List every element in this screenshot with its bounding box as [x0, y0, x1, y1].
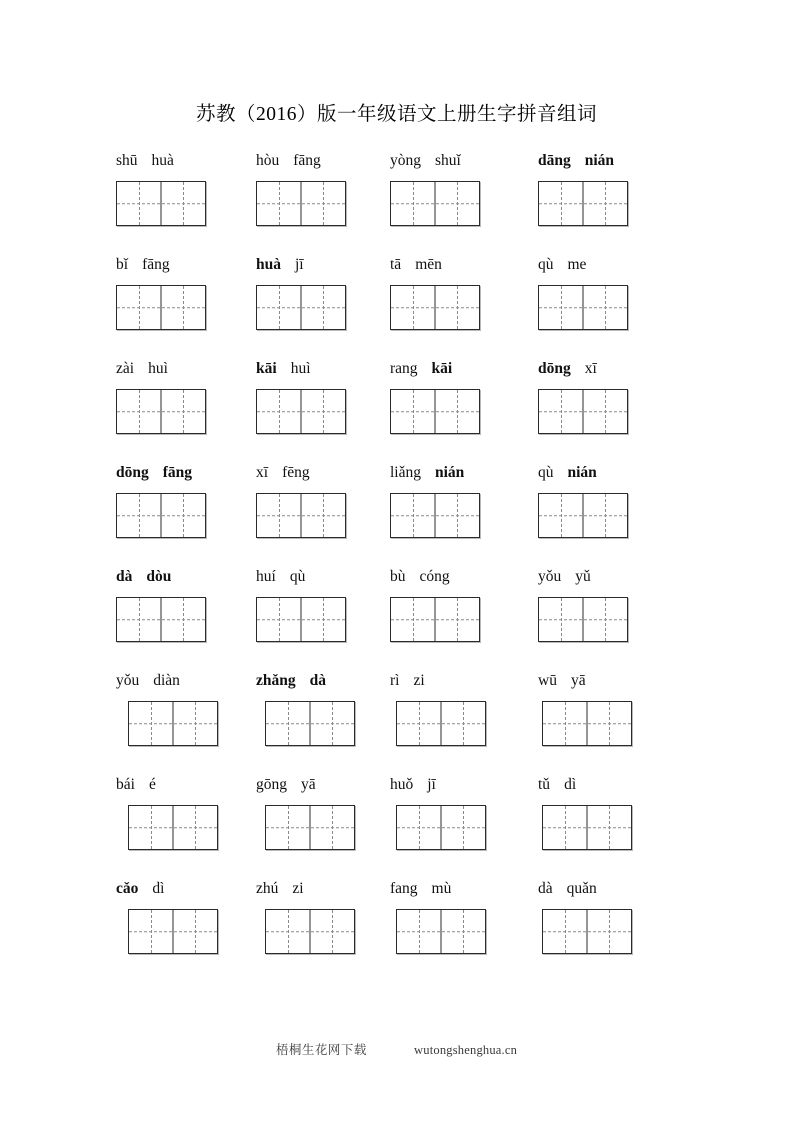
dashed-vertical-guide — [413, 598, 414, 641]
page-footer — [0, 1040, 793, 1058]
worksheet-row — [112, 660, 682, 764]
dashed-horizontal-guide — [117, 619, 205, 620]
pinyin-syllable: mù — [431, 879, 452, 897]
dashed-vertical-guide — [332, 702, 333, 745]
pinyin-syllable: dōng — [538, 359, 571, 377]
grid-box-slot — [124, 805, 245, 850]
pinyin-group — [508, 569, 682, 585]
pinyin-syllable: zài — [116, 359, 135, 377]
tianzige-writing-box[interactable] — [265, 701, 355, 746]
dashed-vertical-guide — [195, 806, 196, 849]
tianzige-writing-box[interactable] — [265, 909, 355, 954]
pinyin-group — [112, 673, 236, 689]
pinyin-syllable: dāng — [538, 151, 571, 169]
pinyin-group — [508, 257, 682, 273]
pinyin-group — [236, 673, 362, 689]
pinyin-syllable: huà — [256, 255, 281, 273]
grid-box-slot — [112, 389, 236, 434]
pinyin-group — [112, 465, 236, 481]
grid-box-line — [112, 909, 682, 954]
dashed-vertical-guide — [139, 390, 140, 433]
pinyin-group — [236, 153, 362, 169]
worksheet-row — [112, 140, 682, 244]
pinyin-syllable: dà — [309, 671, 326, 689]
pinyin-syllable: zi — [413, 671, 425, 689]
grid-box-slot — [368, 701, 511, 746]
pinyin-syllable: dòu — [146, 567, 172, 585]
grid-box-slot — [245, 805, 368, 850]
pinyin-syllable: quǎn — [566, 879, 597, 897]
dashed-vertical-guide — [561, 182, 562, 225]
dashed-vertical-guide — [183, 390, 184, 433]
tianzige-writing-box[interactable] — [390, 285, 480, 330]
dashed-vertical-guide — [332, 806, 333, 849]
grid-box-slot — [508, 493, 682, 538]
pinyin-line — [112, 660, 682, 688]
pinyin-syllable: xī — [256, 463, 269, 481]
pinyin-syllable: cǎo — [116, 879, 139, 897]
pinyin-group — [236, 881, 362, 897]
worksheet-row — [112, 244, 682, 348]
worksheet-row — [112, 868, 682, 972]
pinyin-line — [112, 452, 682, 480]
dashed-vertical-guide — [288, 702, 289, 745]
dashed-vertical-guide — [565, 910, 566, 953]
grid-box-slot — [362, 285, 508, 330]
dashed-vertical-guide — [139, 598, 140, 641]
grid-box-slot — [512, 701, 682, 746]
dashed-vertical-guide — [151, 806, 152, 849]
dashed-horizontal-guide — [117, 203, 205, 204]
dashed-vertical-guide — [279, 494, 280, 537]
dashed-vertical-guide — [457, 286, 458, 329]
grid-box-line — [112, 285, 682, 330]
tianzige-writing-box[interactable] — [116, 597, 206, 642]
pinyin-line — [112, 348, 682, 376]
tianzige-writing-box[interactable] — [128, 909, 218, 954]
pinyin-line — [112, 140, 682, 168]
dashed-vertical-guide — [609, 702, 610, 745]
tianzige-writing-box[interactable] — [538, 181, 628, 226]
grid-box-slot — [236, 389, 362, 434]
tianzige-writing-box[interactable] — [390, 389, 480, 434]
dashed-vertical-guide — [609, 910, 610, 953]
pinyin-group — [362, 465, 508, 481]
tianzige-writing-box[interactable] — [256, 493, 346, 538]
dashed-vertical-guide — [183, 494, 184, 537]
dashed-horizontal-guide — [129, 723, 217, 724]
dashed-horizontal-guide — [539, 203, 627, 204]
dashed-horizontal-guide — [129, 931, 217, 932]
pinyin-syllable: wū — [538, 671, 557, 689]
dashed-vertical-guide — [457, 182, 458, 225]
dashed-vertical-guide — [457, 390, 458, 433]
tianzige-writing-box[interactable] — [396, 909, 486, 954]
grid-box-slot — [508, 389, 682, 434]
grid-box-slot — [362, 597, 508, 642]
dashed-vertical-guide — [323, 598, 324, 641]
pinyin-syllable: kāi — [431, 359, 453, 377]
dashed-vertical-guide — [463, 806, 464, 849]
worksheet-row — [112, 764, 682, 868]
dashed-horizontal-guide — [266, 931, 354, 932]
pinyin-syllable: bǐ — [116, 255, 129, 273]
pinyin-syllable: yā — [301, 775, 316, 793]
dashed-vertical-guide — [419, 806, 420, 849]
dashed-vertical-guide — [323, 182, 324, 225]
tianzige-writing-box[interactable] — [538, 493, 628, 538]
pinyin-group — [362, 153, 508, 169]
pinyin-syllable: shuǐ — [435, 151, 461, 169]
pinyin-line — [112, 868, 682, 896]
dashed-horizontal-guide — [117, 307, 205, 308]
pinyin-group — [362, 257, 508, 273]
pinyin-syllable: liǎng — [390, 463, 421, 481]
worksheet-row — [112, 452, 682, 556]
grid-box-slot — [362, 181, 508, 226]
dashed-vertical-guide — [463, 702, 464, 745]
dashed-horizontal-guide — [257, 411, 345, 412]
pinyin-syllable: jī — [295, 255, 304, 273]
tianzige-writing-box[interactable] — [390, 597, 480, 642]
dashed-vertical-guide — [605, 598, 606, 641]
tianzige-writing-box[interactable] — [538, 389, 628, 434]
dashed-horizontal-guide — [391, 203, 479, 204]
pinyin-syllable: fāng — [162, 463, 193, 481]
dashed-vertical-guide — [609, 806, 610, 849]
pinyin-syllable: kāi — [256, 359, 277, 377]
dashed-horizontal-guide — [391, 307, 479, 308]
worksheet-row — [112, 556, 682, 660]
dashed-horizontal-guide — [266, 723, 354, 724]
dashed-vertical-guide — [151, 910, 152, 953]
dashed-horizontal-guide — [266, 827, 354, 828]
tianzige-writing-box[interactable] — [396, 701, 486, 746]
grid-box-slot — [245, 909, 368, 954]
grid-box-slot — [368, 805, 511, 850]
pinyin-syllable: dì — [152, 879, 165, 897]
pinyin-group — [508, 465, 682, 481]
tianzige-writing-box[interactable] — [256, 389, 346, 434]
pinyin-syllable: huí — [256, 567, 276, 585]
grid-box-slot — [236, 493, 362, 538]
grid-box-slot — [508, 285, 682, 330]
pinyin-group — [508, 673, 682, 689]
dashed-horizontal-guide — [117, 515, 205, 516]
dashed-vertical-guide — [605, 286, 606, 329]
dashed-vertical-guide — [288, 806, 289, 849]
pinyin-group — [362, 361, 508, 377]
pinyin-syllable: jī — [427, 775, 436, 793]
pinyin-syllable: huì — [148, 359, 168, 377]
grid-box-slot — [512, 909, 682, 954]
grid-box-slot — [112, 181, 236, 226]
dashed-vertical-guide — [413, 390, 414, 433]
pinyin-syllable: yòng — [390, 151, 421, 169]
dashed-vertical-guide — [565, 806, 566, 849]
pinyin-syllable: é — [148, 775, 156, 793]
tianzige-writing-box[interactable] — [390, 493, 480, 538]
dashed-horizontal-guide — [543, 931, 631, 932]
dashed-vertical-guide — [332, 910, 333, 953]
dashed-vertical-guide — [561, 494, 562, 537]
pinyin-syllable: fāng — [142, 255, 170, 273]
grid-box-slot — [236, 181, 362, 226]
pinyin-syllable: cóng — [419, 567, 450, 585]
tianzige-writing-box[interactable] — [116, 181, 206, 226]
dashed-vertical-guide — [413, 182, 414, 225]
grid-box-slot — [362, 493, 508, 538]
dashed-horizontal-guide — [543, 723, 631, 724]
dashed-vertical-guide — [139, 286, 140, 329]
pinyin-group — [236, 257, 362, 273]
dashed-vertical-guide — [419, 910, 420, 953]
grid-box-slot — [112, 597, 236, 642]
pinyin-group — [362, 777, 508, 793]
pinyin-syllable: fāng — [293, 151, 321, 169]
dashed-vertical-guide — [413, 286, 414, 329]
tianzige-writing-box[interactable] — [116, 389, 206, 434]
dashed-vertical-guide — [279, 182, 280, 225]
tianzige-writing-box[interactable] — [116, 493, 206, 538]
grid-box-slot — [368, 909, 511, 954]
tianzige-writing-box[interactable] — [256, 181, 346, 226]
pinyin-syllable: rì — [390, 671, 400, 689]
tianzige-writing-box[interactable] — [128, 805, 218, 850]
dashed-vertical-guide — [288, 910, 289, 953]
pinyin-syllable: yǔ — [575, 567, 591, 585]
dashed-vertical-guide — [419, 702, 420, 745]
pinyin-syllable: qù — [289, 567, 306, 585]
grid-box-slot — [512, 805, 682, 850]
pinyin-syllable: huǒ — [390, 775, 414, 793]
dashed-horizontal-guide — [539, 411, 627, 412]
pinyin-syllable: nián — [567, 463, 597, 481]
pinyin-syllable: hòu — [256, 151, 280, 169]
pinyin-group — [508, 881, 682, 897]
pinyin-syllable: mēn — [415, 255, 442, 273]
pinyin-syllable: rang — [390, 359, 418, 377]
pinyin-syllable: tā — [390, 255, 402, 273]
pinyin-group — [362, 881, 508, 897]
dashed-horizontal-guide — [257, 203, 345, 204]
grid-box-slot — [236, 285, 362, 330]
tianzige-writing-box[interactable] — [542, 701, 632, 746]
pinyin-group — [508, 777, 682, 793]
pinyin-syllable: tǔ — [538, 775, 551, 793]
worksheet-rows — [112, 140, 682, 972]
dashed-vertical-guide — [565, 702, 566, 745]
dashed-vertical-guide — [323, 286, 324, 329]
pinyin-group — [362, 673, 508, 689]
pinyin-syllable: dà — [116, 567, 133, 585]
pinyin-syllable: fang — [390, 879, 418, 897]
dashed-vertical-guide — [195, 702, 196, 745]
dashed-horizontal-guide — [543, 827, 631, 828]
grid-box-line — [112, 701, 682, 746]
pinyin-group — [236, 777, 362, 793]
pinyin-group — [112, 777, 236, 793]
pinyin-group — [236, 569, 362, 585]
dashed-vertical-guide — [183, 286, 184, 329]
tianzige-writing-box[interactable] — [542, 909, 632, 954]
pinyin-group — [112, 257, 236, 273]
tianzige-writing-box[interactable] — [396, 805, 486, 850]
dashed-vertical-guide — [139, 182, 140, 225]
tianzige-writing-box[interactable] — [256, 597, 346, 642]
page-title: 苏教（2016）版一年级语文上册生字拼音组词 — [195, 104, 597, 125]
pinyin-syllable: qù — [538, 255, 554, 273]
pinyin-syllable: qù — [538, 463, 554, 481]
grid-box-slot — [124, 701, 245, 746]
pinyin-syllable: dì — [564, 775, 577, 793]
dashed-horizontal-guide — [257, 515, 345, 516]
grid-box-slot — [112, 285, 236, 330]
pinyin-group — [508, 361, 682, 377]
pinyin-syllable: fēng — [282, 463, 310, 481]
dashed-vertical-guide — [183, 598, 184, 641]
worksheet-row — [112, 348, 682, 452]
pinyin-syllable: zhú — [256, 879, 279, 897]
pinyin-group — [112, 881, 236, 897]
pinyin-syllable: huì — [290, 359, 311, 377]
dashed-vertical-guide — [183, 182, 184, 225]
grid-box-slot — [508, 597, 682, 642]
dashed-vertical-guide — [195, 910, 196, 953]
pinyin-syllable: yā — [570, 671, 586, 689]
tianzige-writing-box[interactable] — [116, 285, 206, 330]
dashed-horizontal-guide — [391, 515, 479, 516]
grid-box-slot — [236, 597, 362, 642]
dashed-vertical-guide — [605, 182, 606, 225]
tianzige-writing-box[interactable] — [390, 181, 480, 226]
dashed-vertical-guide — [413, 494, 414, 537]
dashed-vertical-guide — [323, 494, 324, 537]
dashed-horizontal-guide — [397, 723, 485, 724]
dashed-vertical-guide — [605, 390, 606, 433]
dashed-vertical-guide — [457, 598, 458, 641]
dashed-vertical-guide — [561, 390, 562, 433]
dashed-horizontal-guide — [539, 515, 627, 516]
dashed-vertical-guide — [279, 286, 280, 329]
pinyin-syllable: shū — [116, 151, 138, 169]
pinyin-syllable: nián — [584, 151, 615, 169]
dashed-horizontal-guide — [257, 307, 345, 308]
grid-box-slot — [124, 909, 245, 954]
dashed-horizontal-guide — [539, 307, 627, 308]
dashed-vertical-guide — [561, 286, 562, 329]
dashed-vertical-guide — [605, 494, 606, 537]
pinyin-syllable: yǒu — [538, 567, 562, 585]
pinyin-group — [112, 153, 236, 169]
grid-box-line — [112, 389, 682, 434]
pinyin-syllable: xī — [584, 359, 597, 377]
dashed-horizontal-guide — [391, 411, 479, 412]
dashed-horizontal-guide — [129, 827, 217, 828]
pinyin-syllable: yǒu — [116, 671, 140, 689]
dashed-vertical-guide — [279, 390, 280, 433]
dashed-horizontal-guide — [257, 619, 345, 620]
tianzige-writing-box[interactable] — [128, 701, 218, 746]
grid-box-line — [112, 493, 682, 538]
dashed-vertical-guide — [151, 702, 152, 745]
grid-box-slot — [112, 493, 236, 538]
pinyin-syllable: zhǎng — [256, 671, 296, 689]
pinyin-syllable: zi — [292, 879, 304, 897]
footer-site-url: wutongshenghua.cn — [414, 1043, 518, 1057]
pinyin-syllable: diàn — [153, 671, 180, 689]
pinyin-syllable: bái — [116, 775, 135, 793]
pinyin-syllable: me — [567, 255, 587, 273]
grid-box-line — [112, 597, 682, 642]
pinyin-syllable: dà — [538, 879, 553, 897]
dashed-vertical-guide — [323, 390, 324, 433]
pinyin-line — [112, 556, 682, 584]
pinyin-line — [112, 244, 682, 272]
tianzige-writing-box[interactable] — [256, 285, 346, 330]
grid-box-slot — [245, 701, 368, 746]
pinyin-syllable: gōng — [256, 775, 287, 793]
pinyin-syllable: huà — [151, 151, 174, 169]
pinyin-syllable: bù — [390, 567, 406, 585]
pinyin-group — [236, 361, 362, 377]
dashed-vertical-guide — [561, 598, 562, 641]
dashed-horizontal-guide — [539, 619, 627, 620]
tianzige-writing-box[interactable] — [265, 805, 355, 850]
pinyin-syllable: dōng — [116, 463, 149, 481]
pinyin-group — [112, 361, 236, 377]
dashed-horizontal-guide — [397, 827, 485, 828]
pinyin-group — [362, 569, 508, 585]
dashed-vertical-guide — [139, 494, 140, 537]
dashed-vertical-guide — [463, 910, 464, 953]
pinyin-syllable: nián — [435, 463, 465, 481]
pinyin-group — [112, 569, 236, 585]
dashed-horizontal-guide — [397, 931, 485, 932]
dashed-vertical-guide — [457, 494, 458, 537]
footer-source-label: 梧桐生花网下载 — [275, 1043, 367, 1057]
pinyin-group — [236, 465, 362, 481]
grid-box-line — [112, 805, 682, 850]
grid-box-line — [112, 181, 682, 226]
tianzige-writing-box[interactable] — [538, 285, 628, 330]
tianzige-writing-box[interactable] — [542, 805, 632, 850]
tianzige-writing-box[interactable] — [538, 597, 628, 642]
dashed-horizontal-guide — [117, 411, 205, 412]
grid-box-slot — [508, 181, 682, 226]
dashed-vertical-guide — [279, 598, 280, 641]
grid-box-slot — [362, 389, 508, 434]
pinyin-line — [112, 764, 682, 792]
pinyin-group — [508, 153, 682, 169]
dashed-horizontal-guide — [391, 619, 479, 620]
